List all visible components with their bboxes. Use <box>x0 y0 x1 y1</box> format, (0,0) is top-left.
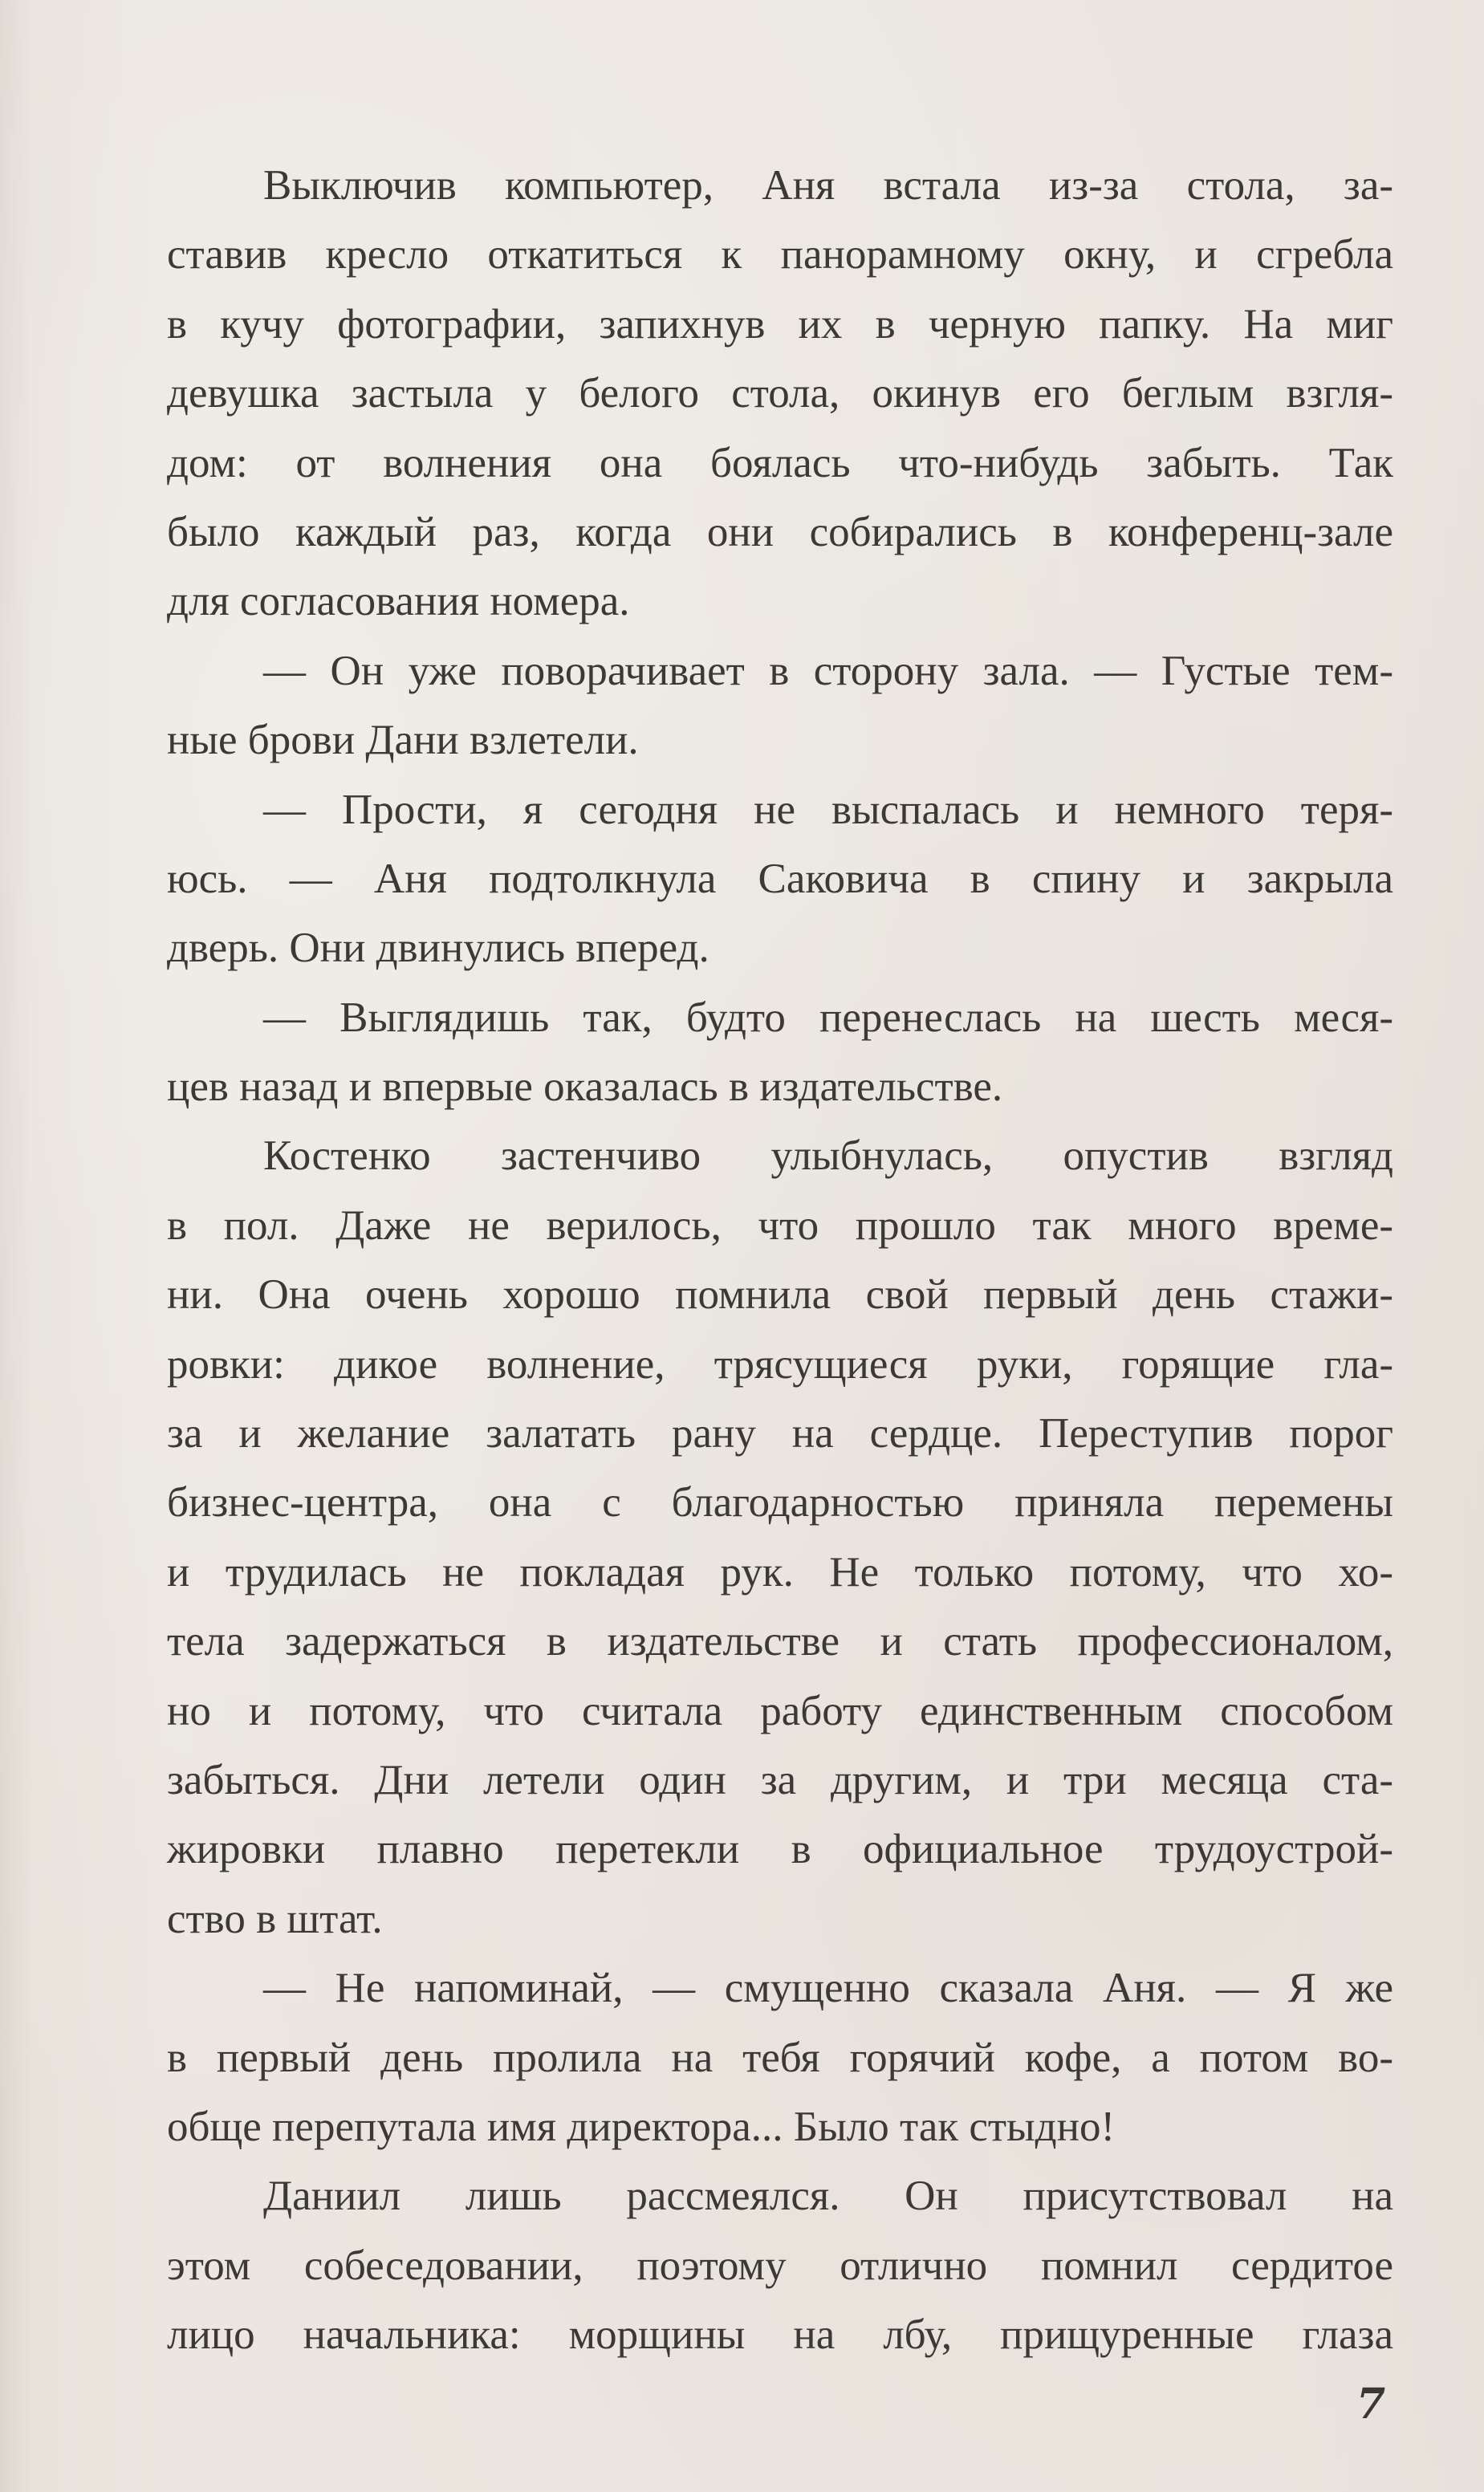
text-line: бизнес-центра, она с благодарностью приняла перемены <box>167 1479 1393 1527</box>
paragraph-6 <box>71 1953 1393 2161</box>
text-line: в кучу фотографии, запихнув их в черную папку. На миг <box>167 300 1393 348</box>
text-line: девушка застыла у белого стола, окинув его беглым взгля- <box>167 370 1393 417</box>
text-line: обще перепутала имя директора... Было так стыдно! <box>167 2103 1116 2150</box>
text-line: Костенко застенчиво улыбнулась, опустив взгляд <box>263 1132 1393 1180</box>
paragraph-2 <box>71 636 1393 775</box>
text-line: цев назад и впервые оказалась в издательстве. <box>167 1063 1003 1111</box>
paragraph-3 <box>71 775 1393 983</box>
paragraph-4 <box>71 983 1393 1122</box>
page-number: 7 <box>1356 2380 1386 2429</box>
text-line: в пол. Даже не верилось, что прошло так много време- <box>167 1201 1393 1249</box>
text-line: Выключив компьютер, Аня встала из-за стола, за- <box>263 162 1393 209</box>
text-line: этом собеседовании, поэтому отлично помнил сердитое <box>167 2242 1393 2289</box>
body-text <box>71 151 1393 2370</box>
text-line: — Выглядишь так, будто перенеслась на шесть меся- <box>263 994 1393 1041</box>
text-line: ные брови Дани взлетели. <box>167 717 639 764</box>
text-line: дверь. Они двинулись вперед. <box>167 925 709 972</box>
paragraph-1 <box>71 151 1393 636</box>
paragraph-5 <box>71 1121 1393 1953</box>
text-line: в первый день пролила на тебя горячий кофе, а потом во- <box>167 2034 1393 2081</box>
text-line: ни. Она очень хорошо помнила свой первый день стажи- <box>167 1271 1393 1319</box>
text-line: юсь. — Аня подтолкнула Саковича в спину и закрыла <box>167 855 1393 902</box>
text-line: забыться. Дни летели один за другим, и три месяца ста- <box>167 1756 1393 1803</box>
text-line: — Не напоминай, — смущенно сказала Аня. — Я же <box>263 1965 1393 2012</box>
text-line: и трудилась не покладая рук. Не только потому, что хо- <box>167 1548 1393 1596</box>
text-line: ровки: дикое волнение, трясущиеся руки, горящие гла- <box>167 1340 1393 1388</box>
text-line: лицо начальника: морщины на лбу, прищуренные глаза <box>167 2311 1393 2359</box>
text-line: тела задержаться в издательстве и стать профессионалом, <box>167 1618 1393 1665</box>
paragraph-7 <box>71 2161 1393 2369</box>
text-line: ство в штат. <box>167 1895 383 1942</box>
text-line: было каждый раз, когда они собирались в конференц-зале <box>167 508 1393 555</box>
text-line: — Прости, я сегодня не выспалась и немного теря- <box>263 786 1393 833</box>
text-line: жировки плавно перетекли в официальное трудоустрой- <box>167 1826 1393 1873</box>
text-line: ставив кресло откатиться к панорамному окну, и сгребла <box>167 231 1393 278</box>
text-line: для согласования номера. <box>167 578 630 625</box>
text-line: но и потому, что считала работу единственным способом <box>167 1687 1393 1734</box>
text-line: — Он уже поворачивает в сторону зала. — Густые тем- <box>263 647 1393 694</box>
text-line: Даниил лишь рассмеялся. Он присутствовал на <box>263 2173 1393 2220</box>
text-line: за и желание залатать рану на сердце. Переступив порог <box>167 1410 1393 1457</box>
text-line: дом: от волнения она боялась что-нибудь забыть. Так <box>167 439 1393 486</box>
